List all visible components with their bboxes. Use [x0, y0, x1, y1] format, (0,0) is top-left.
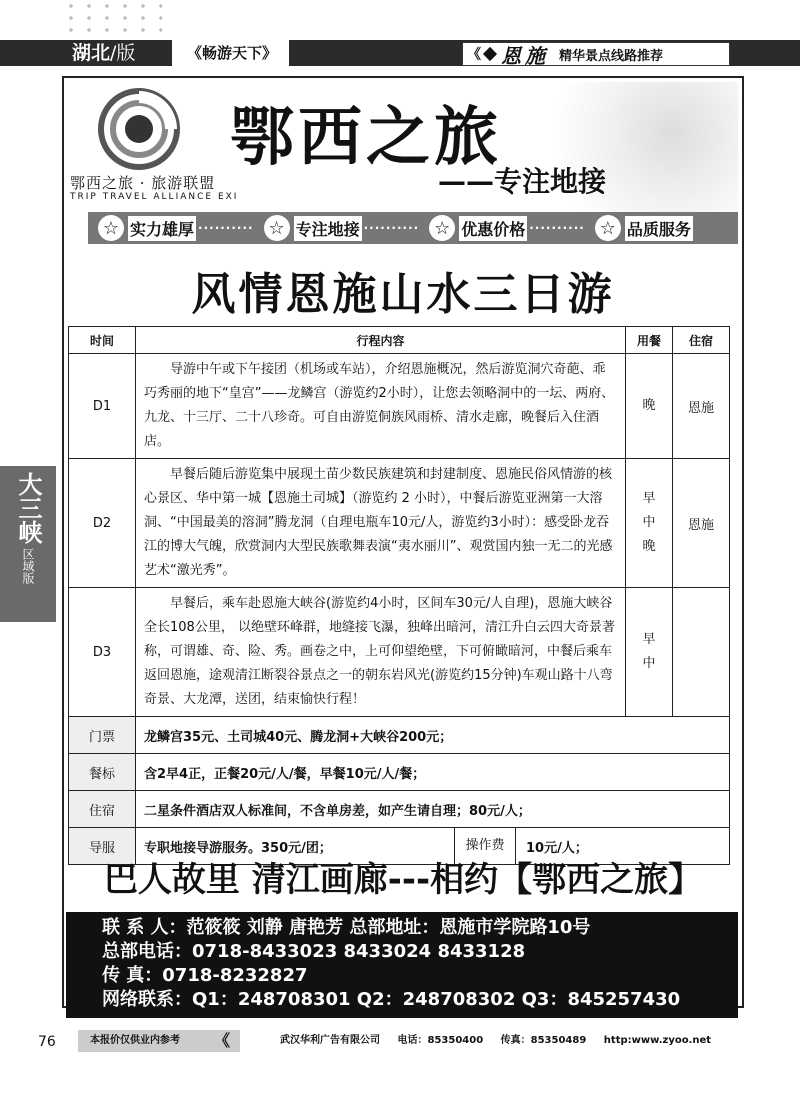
header-desc: 行程内容 — [136, 327, 626, 354]
day-cell: D3 — [69, 588, 136, 717]
recommend-box — [462, 42, 730, 66]
brand-label: 恩施 — [501, 43, 549, 68]
feature-item: ☆ 专注地接 ·········· — [254, 215, 420, 241]
itinerary-table — [68, 326, 730, 865]
table-row — [69, 791, 730, 828]
footer-info — [240, 1030, 800, 1052]
contact-line: 总部电话：0718-8433023 8433024 8433128 — [102, 941, 526, 962]
logo-en-text: TRIP TRAVEL ALLIANCE EXI — [70, 192, 239, 202]
contact-line: 网络联系：Q1：248708301 Q2：248708302 Q3：845257430 — [102, 989, 681, 1010]
fee-value: 10元/人； — [526, 840, 588, 856]
header-stay: 住宿 — [673, 327, 730, 354]
table-row — [69, 459, 730, 588]
footer-phone: 电话：85350400 — [397, 1035, 484, 1046]
logo-cn-text: 鄂西之旅 · 旅游联盟 — [70, 174, 216, 192]
footer-url[interactable]: http:www.zyoo.net — [603, 1035, 712, 1046]
fee-key: 操作费 — [454, 828, 516, 864]
feature-ribbon — [88, 212, 738, 244]
meal-cell: 早 中 晚 — [626, 459, 673, 588]
header-day: 时间 — [69, 327, 136, 354]
side-tab-sub: 区域版 — [21, 548, 35, 584]
meal-cell: 晚 — [626, 354, 673, 459]
ad-subtitle: ——专注地接 — [438, 165, 607, 198]
star-icon: ☆ — [595, 215, 621, 241]
table-row — [69, 588, 730, 717]
swirl-logo-icon — [98, 88, 180, 170]
stay-cell — [673, 588, 730, 717]
extra-value: 含2早4正，正餐20元/人/餐，早餐10元/人/餐； — [136, 754, 730, 791]
stay-cell: 恩施 — [673, 354, 730, 459]
star-icon: ☆ — [429, 215, 455, 241]
star-icon: ☆ — [264, 215, 290, 241]
chevron-left-icon: 《 — [214, 1031, 231, 1050]
side-tab-title: 大三峡 — [14, 472, 43, 544]
extra-value: 龙鳞宫35元、土司城40元、腾龙洞+大峡谷200元； — [136, 717, 730, 754]
desc-cell: 早餐后，乘车赴恩施大峡谷(游览约4小时，区间车30元/人自理)，恩施大峡谷全长108公里， 以绝壁环峰群，地缝接飞瀑，独峰出暗河，清江升白云四大奇景著称，可谓雄、奇、险、秀。画卷之中，上可仰望绝壁，下可俯瞰暗河，中餐后乘车返回恩施，途观清江断裂谷景点之一的朝东岩风光(游览约15分钟)车观山路十八弯奇景、大龙潭，送团，结束愉快行程！ — [136, 588, 626, 717]
table-header-row — [69, 327, 730, 354]
feature-item: ☆ 品质服务 — [585, 215, 693, 241]
day-cell: D1 — [69, 354, 136, 459]
extra-key: 餐标 — [69, 754, 136, 791]
diamond-icon — [483, 47, 497, 61]
guide-key: 导服 — [69, 828, 136, 865]
footer-fax: 传真：85350489 — [500, 1035, 587, 1046]
section-tab: 《畅游天下》 — [172, 40, 289, 66]
extra-value: 二星条件酒店双人标准间，不含单房差，如产生请自理；80元/人； — [136, 791, 730, 828]
ad-title: 鄂西之旅 — [230, 100, 502, 175]
day-cell: D2 — [69, 459, 136, 588]
slogan: 巴人故里 清江画廊---相约【鄂西之旅】 — [103, 860, 703, 900]
footer-company: 武汉华利广告有限公司 — [280, 1035, 380, 1046]
desc-cell: 导游中午或下午接团（机场或车站），介绍恩施概况，然后游览洞穴奇葩、乖巧秀丽的地下“皇宫”——龙鳞宫（游览约2小时），让您去领略洞中的一坛、两府、九龙、十三厅、二十八珍奇。可自由游览侗族风雨桥、清水走廊，晚餐后入住酒店。 — [136, 354, 626, 459]
stay-cell: 恩施 — [673, 459, 730, 588]
extra-key: 住宿 — [69, 791, 136, 828]
decorative-dots — [62, 0, 162, 32]
side-tab — [0, 466, 56, 622]
contact-line: 传 真：0718-8232827 — [102, 965, 308, 986]
meal-cell: 早 中 — [626, 588, 673, 717]
feature-item: ☆ 优惠价格 ·········· — [419, 215, 585, 241]
desc-cell: 早餐后随后游览集中展现土苗少数民族建筑和封建制度、恩施民俗风情游的核心景区、华中第一城【恩施土司城】（游览约 2 小时），中餐后游览亚洲第一大溶洞、“中国最美的溶洞”腾龙洞（自理电瓶车10元/人，游览约3小时）：感受卧龙吞江的博大气魄，欣赏洞内大型民族歌舞表演“夷水丽川”、观赏国内独一无二的光感艺术“激光秀”。 — [136, 459, 626, 588]
contact-line: 联 系 人：范筱筱 刘静 唐艳芳 总部地址：恩施市学院路10号 — [102, 917, 591, 938]
table-row — [69, 717, 730, 754]
guide-value: 专职地接导游服务。350元/团； — [144, 840, 332, 856]
header-meal: 用餐 — [626, 327, 673, 354]
region-label: 湖北/版 — [72, 42, 136, 64]
brand-sub-label: 精华景点线路推荐 — [559, 48, 664, 64]
table-row — [69, 754, 730, 791]
feature-item: ☆ 实力雄厚 ·········· — [88, 215, 254, 241]
contact-box — [66, 912, 738, 1018]
page-number: 76 — [38, 1034, 56, 1050]
chevron-left-icon: 《 — [467, 47, 481, 63]
table-row — [69, 354, 730, 459]
footer-note: 本报价仅供业内参考 — [90, 1035, 180, 1046]
star-icon: ☆ — [98, 215, 124, 241]
tour-title: 风情恩施山水三日游 — [191, 269, 615, 320]
extra-key: 门票 — [69, 717, 136, 754]
